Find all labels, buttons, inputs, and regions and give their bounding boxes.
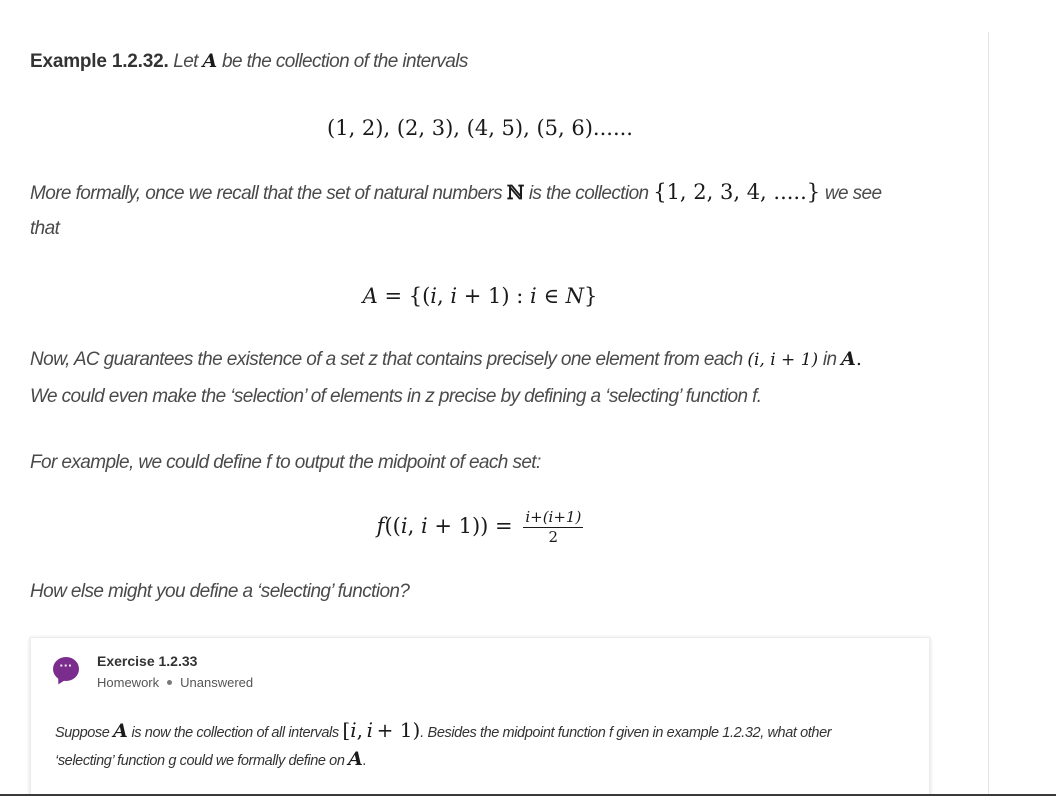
intro-text-b: be the collection of the intervals — [221, 51, 468, 72]
formal-text-b: is the collection — [528, 183, 649, 204]
collection-symbol: A — [202, 50, 218, 72]
ex-interval-mid: , — [356, 718, 363, 742]
bubble-glyph: ··· — [59, 658, 73, 673]
mid-i1: i — [400, 514, 408, 538]
ex-interval-i2: i — [366, 718, 373, 742]
def-plus: + 1) : — [463, 284, 524, 308]
intervals-display: (1, 2), (2, 3), (4, 5), (5, 6)...... — [327, 116, 633, 140]
separator-dot — [167, 680, 172, 685]
ex-text-d: ‘selecting’ function g could we formally define on — [55, 753, 345, 769]
definition-display — [0, 284, 960, 308]
mid-i2: i — [420, 514, 428, 538]
def-comma: , — [436, 284, 444, 308]
formal-text-c: we see — [824, 183, 882, 204]
exercise-status: Unanswered — [180, 675, 254, 690]
question-text: How else might you define a ‘selecting’ function? — [30, 581, 410, 602]
ex-text-b: is now the collection of all intervals — [131, 725, 339, 741]
ex-collection-symbol: A — [113, 720, 128, 742]
ac-collection-symbol: A — [841, 348, 856, 370]
exercise-type: Homework — [97, 675, 160, 690]
formal-text-a: More formally, once we recall that the set of natural numbers — [30, 183, 503, 204]
intro-text-a: Let — [173, 51, 198, 72]
ac-text-a: Now, AC guarantees the existence of a set z that contains precisely one element from each — [30, 349, 743, 370]
mid-f: f — [376, 514, 385, 538]
midpoint-fraction — [523, 510, 583, 545]
def-i2: i — [450, 284, 458, 308]
exercise-text-line-1 — [55, 718, 831, 742]
ac-line-1 — [30, 348, 862, 371]
ac-pair: (i, i + 1) — [747, 350, 819, 370]
exercise-card[interactable] — [30, 637, 930, 796]
content-divider — [988, 32, 989, 796]
formal-line-1 — [30, 180, 881, 205]
ex-interval-i1: i — [350, 718, 357, 742]
ex-interval-open: [ — [342, 718, 351, 742]
chat-bubble-icon — [53, 657, 79, 681]
naturals-symbol: ℕ — [506, 182, 525, 204]
def-i1: i — [430, 284, 437, 308]
midpoint-formula — [0, 510, 960, 545]
def-eq: = {( — [384, 284, 431, 308]
exercise-meta — [97, 675, 253, 690]
def-i3: i — [530, 284, 537, 308]
ex-collection-symbol-2: A — [348, 748, 363, 770]
ac-line-2: We could even make the ‘selection’ of elements in z precise by defining a ‘selecting’ function f. — [30, 386, 762, 407]
mid-comma: , — [407, 514, 415, 538]
ac-text-b: in — [822, 349, 837, 370]
ac-period: . — [855, 348, 862, 370]
def-close: } — [584, 284, 598, 308]
example-intro — [30, 50, 468, 73]
fraction-denominator: 2 — [548, 528, 559, 546]
exercise-title[interactable]: Exercise 1.2.33 — [97, 653, 198, 669]
ex-text-a: Suppose — [55, 725, 110, 741]
midpoint-intro: For example, we could define f to output the midpoint of each set: — [30, 452, 541, 473]
ex-text-c: . Besides the midpoint function f given in example 1.2.32, what other — [420, 725, 832, 741]
exercise-text-line-2 — [55, 748, 367, 770]
formal-line-2: that — [30, 218, 60, 239]
mid-args-a: (( — [384, 514, 401, 538]
def-lhs: A — [362, 284, 378, 308]
def-in: ∈ — [543, 284, 559, 308]
example-label: Example 1.2.32. — [30, 51, 169, 72]
fraction-numerator: i+(i+1) — [525, 508, 582, 526]
def-N: N — [565, 284, 585, 308]
ex-interval-close: + 1) — [376, 718, 421, 742]
naturals-set: {1, 2, 3, 4, .....} — [653, 180, 821, 204]
ex-text-end: . — [362, 753, 367, 769]
mid-args-b: + 1)) = — [434, 514, 513, 538]
